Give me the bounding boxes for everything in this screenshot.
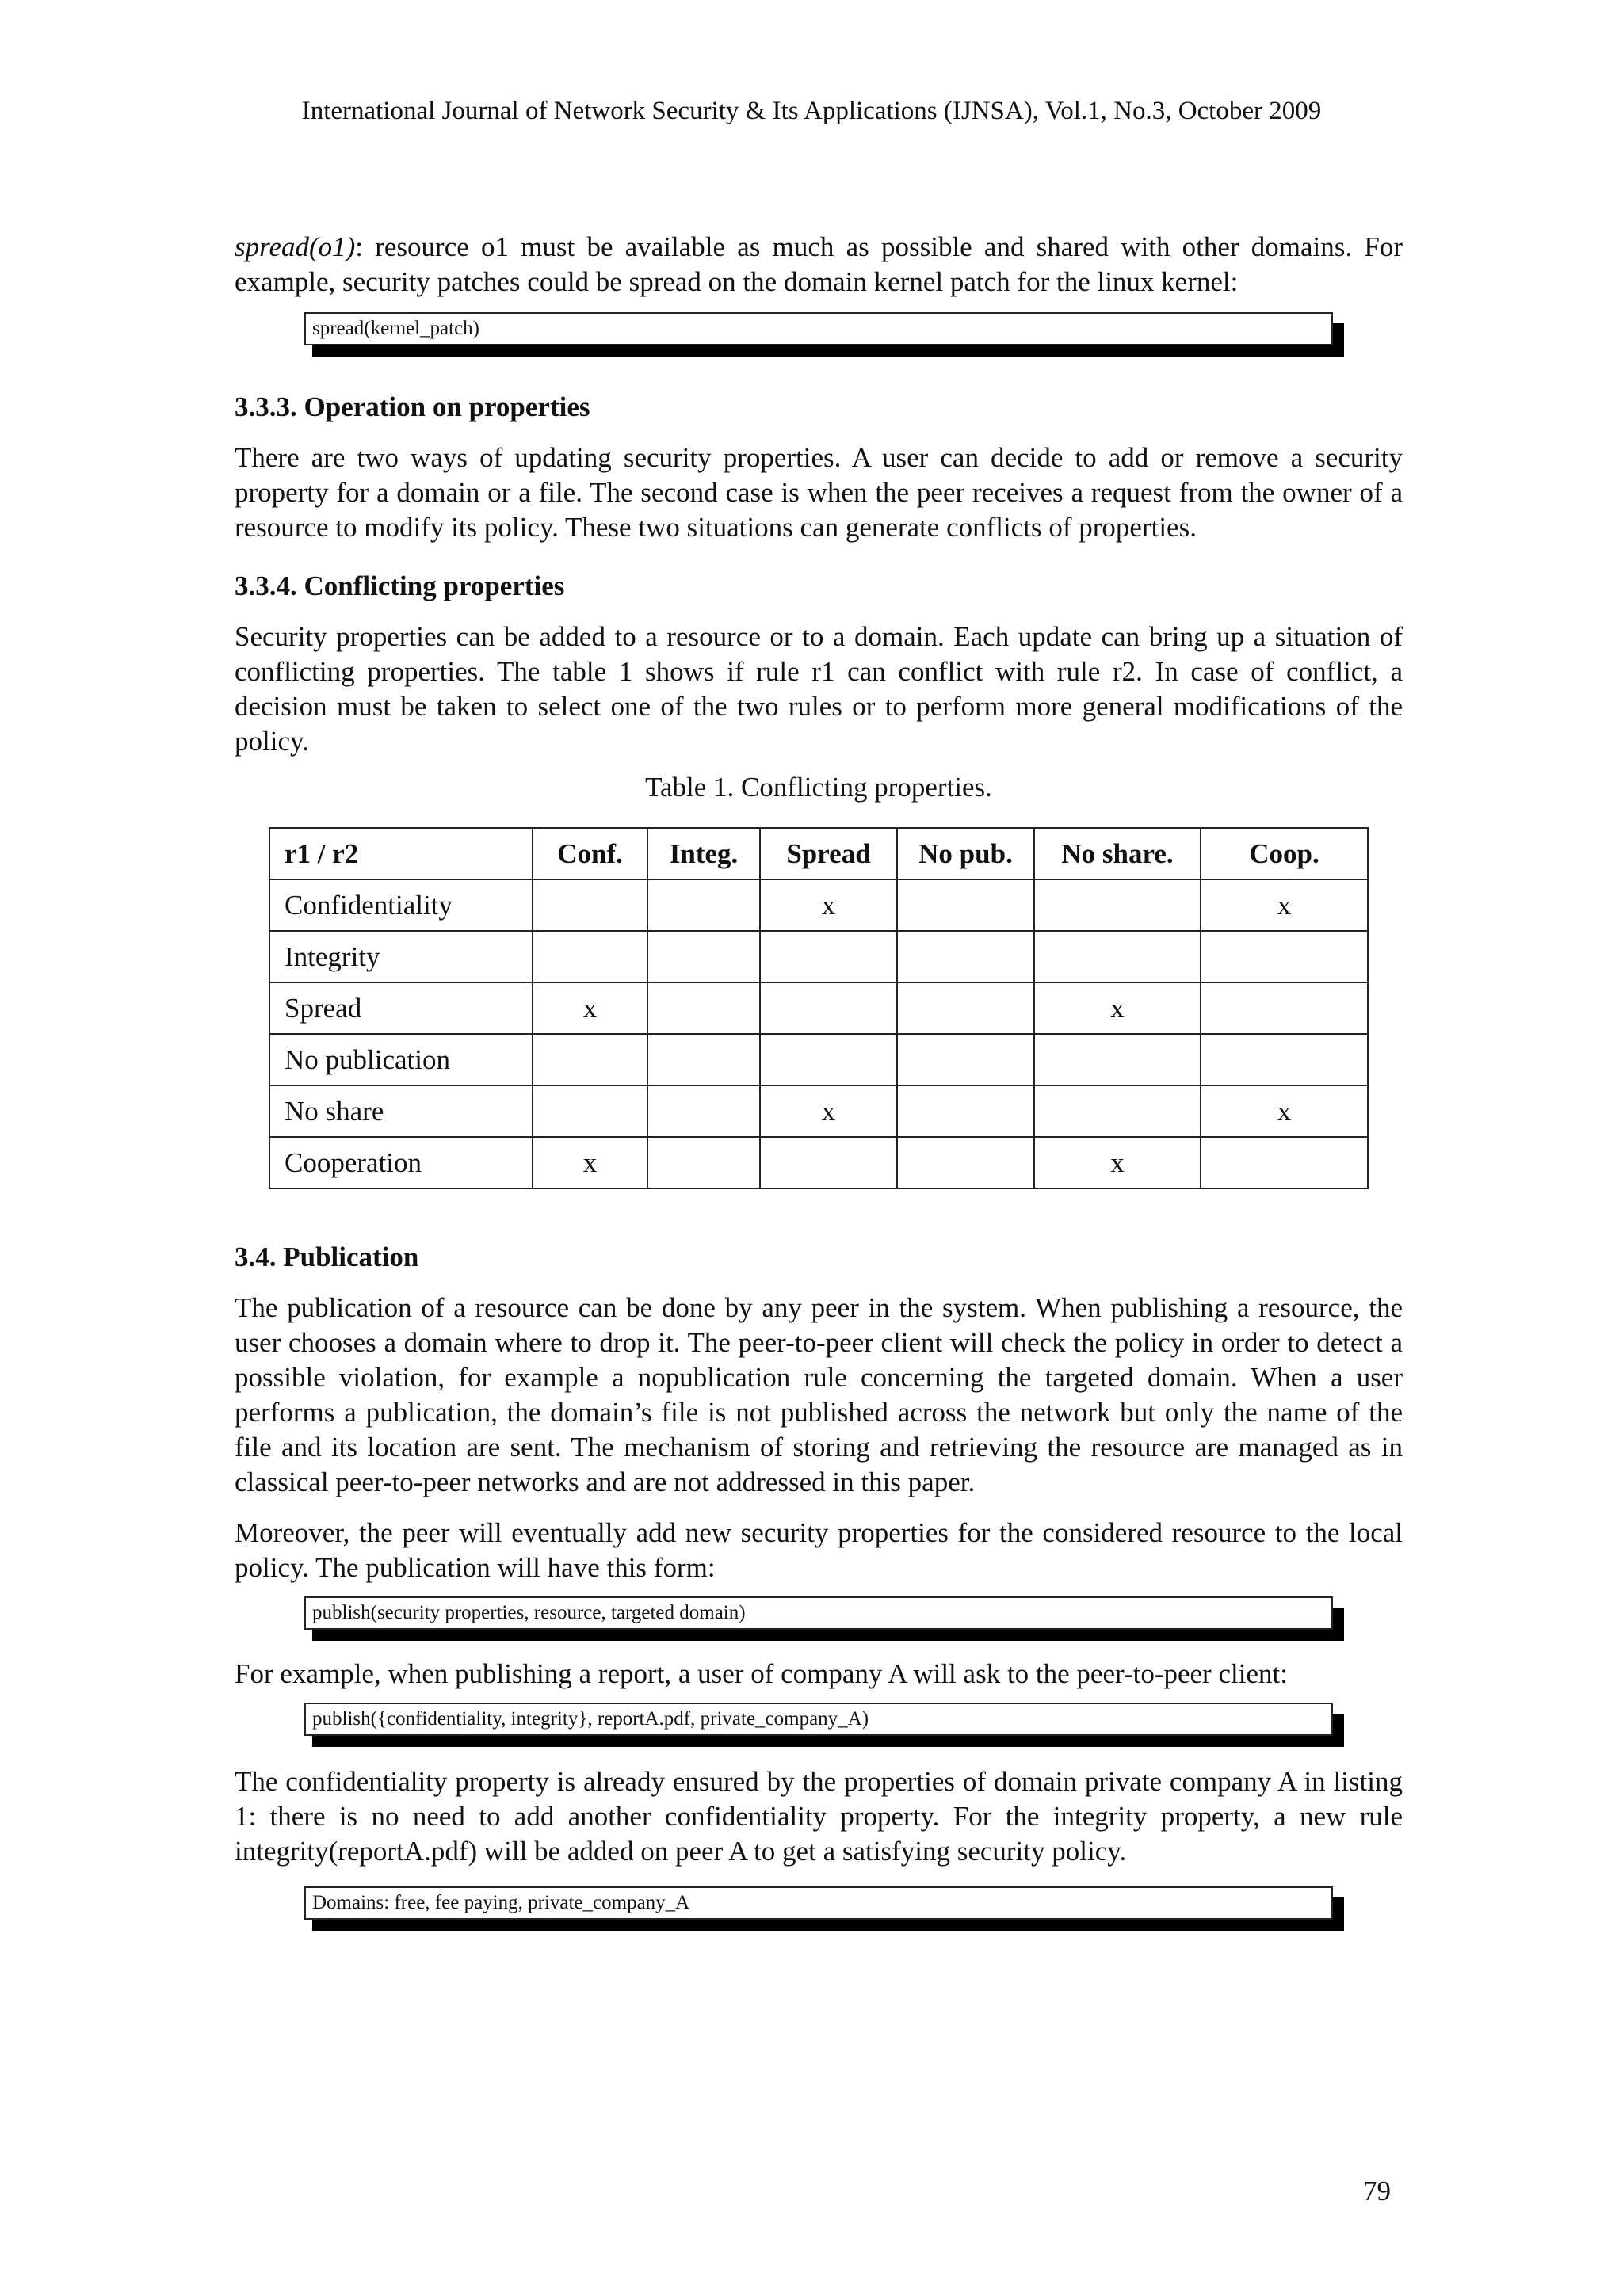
table-header-row: [269, 828, 1368, 879]
table-cell: x: [760, 1085, 897, 1137]
table-cell: [1034, 1034, 1201, 1085]
table-cell: No share: [269, 1085, 533, 1137]
table-cell: [1201, 1034, 1368, 1085]
table-cell: Integrity: [269, 931, 533, 982]
section-34-paragraph-3: For example, when publishing a report, a user of company A will ask to the peer-to-peer client:: [235, 1658, 1288, 1689]
spread-text: : resource o1 must be available as much as possible and shared with other domains. For example, security patches could be spread on the domain kernel patch for the linux kernel:: [235, 231, 1403, 297]
table-row: [269, 1137, 1368, 1188]
section-334-title: 3.3.4. Conflicting properties: [235, 570, 565, 601]
conflicts-table: [269, 827, 1369, 1189]
code-listing-publish-form: publish(security properties, resource, targeted domain): [304, 1596, 1333, 1630]
table-header-cell: Coop.: [1201, 828, 1368, 879]
table-cell: Spread: [269, 982, 533, 1034]
table-cell: [760, 982, 897, 1034]
code-listing-spread: spread(kernel_patch): [304, 312, 1333, 345]
table-cell: [897, 1085, 1034, 1137]
journal-header: International Journal of Network Security & Its Applications (IJNSA), Vol.1, No.3, October 2009: [301, 97, 1322, 125]
section-334-text: Security properties can be added to a resource or to a domain. Each update can bring up a situation of conflicting properties. The table 1 shows if rule r1 can conflict with rule r2. In case of conflict, a decision must be taken to select one of the two rules or to perform more general modifications of the policy.: [235, 621, 1403, 757]
table-cell: [760, 931, 897, 982]
table-cell: [760, 1034, 897, 1085]
table-cell: [897, 982, 1034, 1034]
section-34-paragraph-4: The confidentiality property is already ensured by the properties of domain private company A in listing 1: there is no need to add another confidentiality property. For the integrity property, a new rule integrity(reportA.pdf) will be added on peer A to get a satisfying security policy.: [235, 1766, 1403, 1867]
page-number: 79: [1363, 2176, 1391, 2206]
table-cell: [1034, 879, 1201, 931]
table-header-cell: No share.: [1034, 828, 1201, 879]
table-cell: [897, 1034, 1034, 1085]
table-header-cell: No pub.: [897, 828, 1034, 879]
table-cell: [647, 1034, 760, 1085]
table-header-cell: r1 / r2: [269, 828, 533, 879]
table-cell: x: [760, 879, 897, 931]
table-cell: [1201, 1137, 1368, 1188]
table-row: [269, 879, 1368, 931]
table-row: [269, 1085, 1368, 1137]
table-caption: Table 1. Conflicting properties.: [645, 772, 992, 803]
table-cell: No publication: [269, 1034, 533, 1085]
page-content: [235, 230, 1403, 1920]
table-cell: [897, 1137, 1034, 1188]
table-cell: [533, 879, 647, 931]
section-333-text: There are two ways of updating security properties. A user can decide to add or remove a security property for a domain or a file. The second case is when the peer receives a request from the owner of a resource to modify its policy. These two situations can generate conflicts of properties.: [235, 442, 1403, 543]
table-cell: [897, 879, 1034, 931]
section-333-title: 3.3.3. Operation on properties: [235, 391, 590, 422]
spread-term: spread(o1): [235, 231, 356, 262]
table-cell: [533, 1034, 647, 1085]
table-cell: x: [1034, 982, 1201, 1034]
section-34-title: 3.4. Publication: [235, 1241, 419, 1272]
table-cell: [1201, 982, 1368, 1034]
section-34-paragraph-1: The publication of a resource can be done by any peer in the system. When publishing a resource, the user chooses a domain where to drop it. The peer-to-peer client will check the policy in order to detect a possible violation, for example a nopublication rule concerning the targeted domain. When a user performs a publication, the domain’s file is not published across the network but only the name of the file and its location are sent. The mechanism of storing and retrieving the resource are managed as in classical peer-to-peer networks and are not addressed in this paper.: [235, 1292, 1403, 1497]
table-cell: [1034, 1085, 1201, 1137]
table-cell: [647, 1137, 760, 1188]
table-cell: [1201, 931, 1368, 982]
table-row: [269, 931, 1368, 982]
section-34-paragraph-2: Moreover, the peer will eventually add new security properties for the considered resource to the local policy. The publication will have this form:: [235, 1517, 1403, 1583]
table-cell: x: [1201, 1085, 1368, 1137]
table-cell: [760, 1137, 897, 1188]
table-cell: x: [1034, 1137, 1201, 1188]
table-row: [269, 1034, 1368, 1085]
table-cell: [533, 1085, 647, 1137]
table-cell: x: [533, 1137, 647, 1188]
code-listing-domains: Domains: free, fee paying, private_company_A: [304, 1886, 1333, 1920]
table-cell: [647, 982, 760, 1034]
table-cell: [533, 931, 647, 982]
table-cell: [897, 931, 1034, 982]
spread-paragraph: [235, 230, 1403, 299]
table-header-cell: Integ.: [647, 828, 760, 879]
table-cell: x: [1201, 879, 1368, 931]
table-cell: [647, 931, 760, 982]
table-cell: [1034, 931, 1201, 982]
code-listing-publish-example: publish({confidentiality, integrity}, reportA.pdf, private_company_A): [304, 1703, 1333, 1736]
table-header-cell: Spread: [760, 828, 897, 879]
table-cell: Cooperation: [269, 1137, 533, 1188]
table-cell: Confidentiality: [269, 879, 533, 931]
table-cell: [647, 1085, 760, 1137]
table-cell: x: [533, 982, 647, 1034]
table-cell: [647, 879, 760, 931]
table-row: [269, 982, 1368, 1034]
table-header-cell: Conf.: [533, 828, 647, 879]
